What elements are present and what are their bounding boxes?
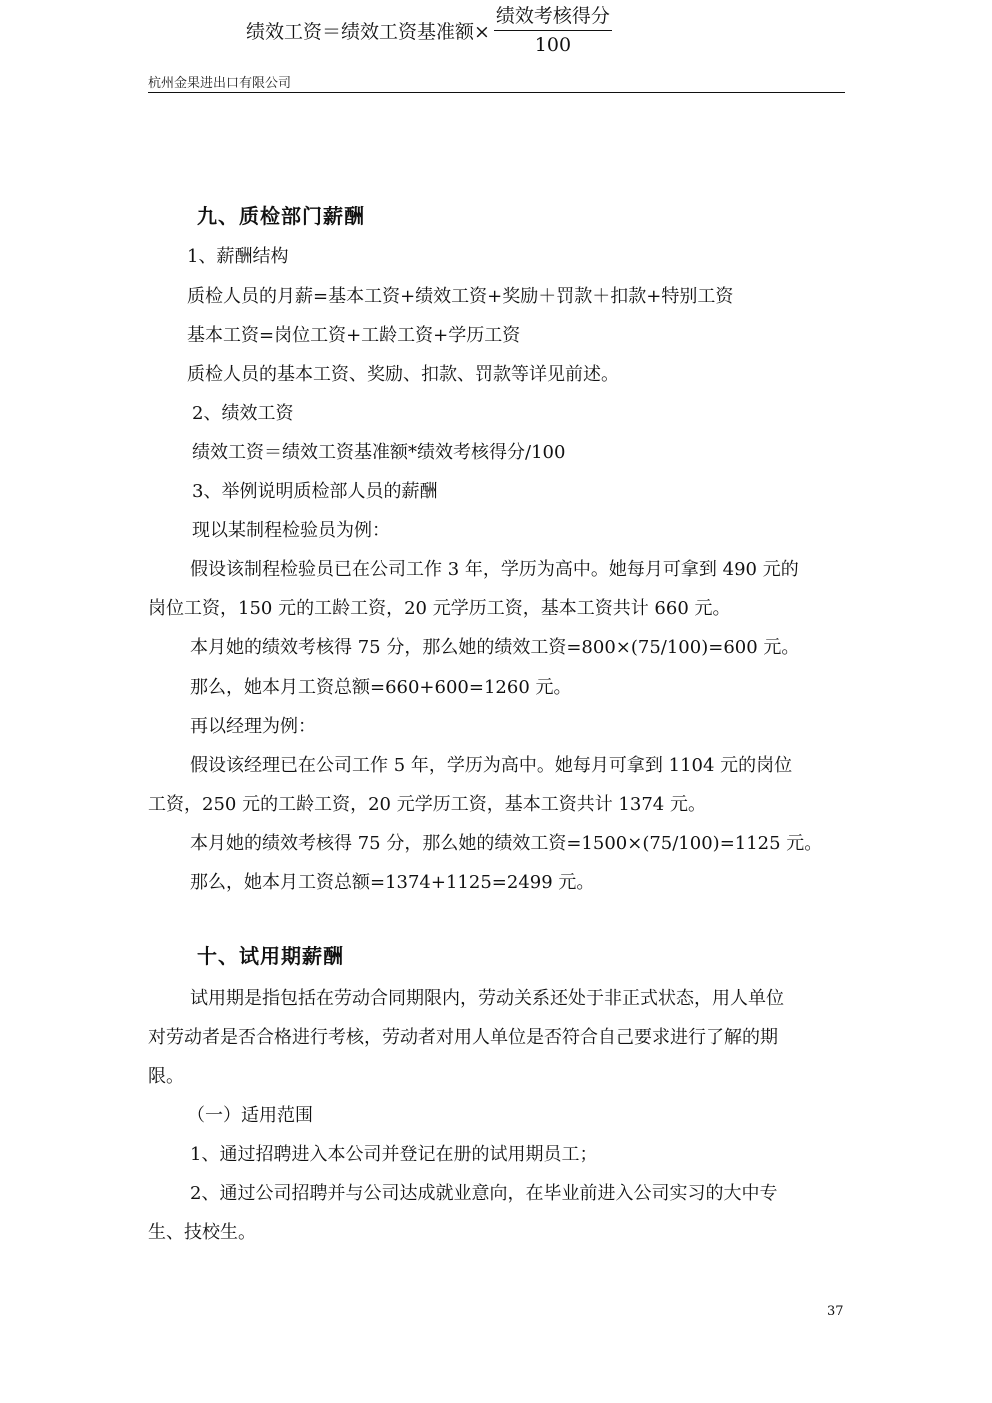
- paragraph-line: 本月她的绩效考核得 75 分，那么她的绩效工资=1500×(75/100)=1125 元。: [190, 833, 823, 854]
- salary-formula: [246, 0, 612, 60]
- formula-numerator: 绩效考核得分: [494, 5, 612, 31]
- paragraph-line: 基本工资=岗位工资+工龄工资+学历工资: [187, 325, 521, 346]
- paragraph-line: 那么，她本月工资总额=1374+1125=2499 元。: [190, 872, 595, 893]
- paragraph-line: 1、通过招聘进入本公司并登记在册的试用期员工；: [190, 1144, 598, 1165]
- section-9-title: 九、质检部门薪酬: [197, 204, 365, 228]
- paragraph-line: 绩效工资＝绩效工资基准额*绩效考核得分/100: [192, 442, 566, 463]
- paragraph-line: 1、薪酬结构: [187, 246, 289, 267]
- paragraph-line: 那么，她本月工资总额=660+600=1260 元。: [190, 677, 572, 698]
- paragraph-line: 3、举例说明质检部人员的薪酬: [192, 481, 438, 502]
- paragraph-line: 试用期是指包括在劳动合同期限内，劳动关系还处于非正式状态，用人单位: [190, 988, 784, 1009]
- paragraph-line: 岗位工资，150 元的工龄工资，20 元学历工资，基本工资共计 660 元。: [148, 598, 731, 619]
- paragraph-line: 生、技校生。: [148, 1222, 256, 1243]
- formula-fraction: [494, 5, 612, 56]
- header-company-name: 杭州金果进出口有限公司: [148, 76, 292, 91]
- paragraph-line: 假设该经理已在公司工作 5 年，学历为高中。她每月可拿到 1104 元的岗位: [190, 755, 793, 776]
- formula-lhs: 绩效工资＝绩效工资基准额×: [246, 20, 490, 43]
- paragraph-line: 质检人员的基本工资、奖励、扣款、罚款等详见前述。: [187, 364, 619, 385]
- paragraph-line: 假设该制程检验员已在公司工作 3 年，学历为高中。她每月可拿到 490 元的: [190, 559, 799, 580]
- formula-denominator: 100: [534, 33, 572, 56]
- paragraph-line: 限。: [148, 1066, 184, 1087]
- section-10-title: 十、试用期薪酬: [197, 944, 344, 968]
- paragraph-line: （一）适用范围: [187, 1105, 313, 1126]
- paragraph-line: 现以某制程检验员为例：: [192, 520, 390, 541]
- page-number: 37: [827, 1304, 844, 1319]
- paragraph-line: 再以经理为例：: [190, 716, 316, 737]
- paragraph-line: 2、通过公司招聘并与公司达成就业意向，在毕业前进入公司实习的大中专: [190, 1183, 778, 1204]
- header-divider: [148, 92, 845, 93]
- paragraph-line: 本月她的绩效考核得 75 分，那么她的绩效工资=800×(75/100)=600 元。: [190, 637, 800, 658]
- paragraph-line: 质检人员的月薪=基本工资+绩效工资+奖励＋罚款＋扣款+特别工资: [187, 286, 734, 307]
- paragraph-line: 对劳动者是否合格进行考核，劳动者对用人单位是否符合自己要求进行了解的期: [148, 1027, 778, 1048]
- paragraph-line: 工资，250 元的工龄工资，20 元学历工资，基本工资共计 1374 元。: [148, 794, 706, 815]
- paragraph-line: 2、绩效工资: [192, 403, 294, 424]
